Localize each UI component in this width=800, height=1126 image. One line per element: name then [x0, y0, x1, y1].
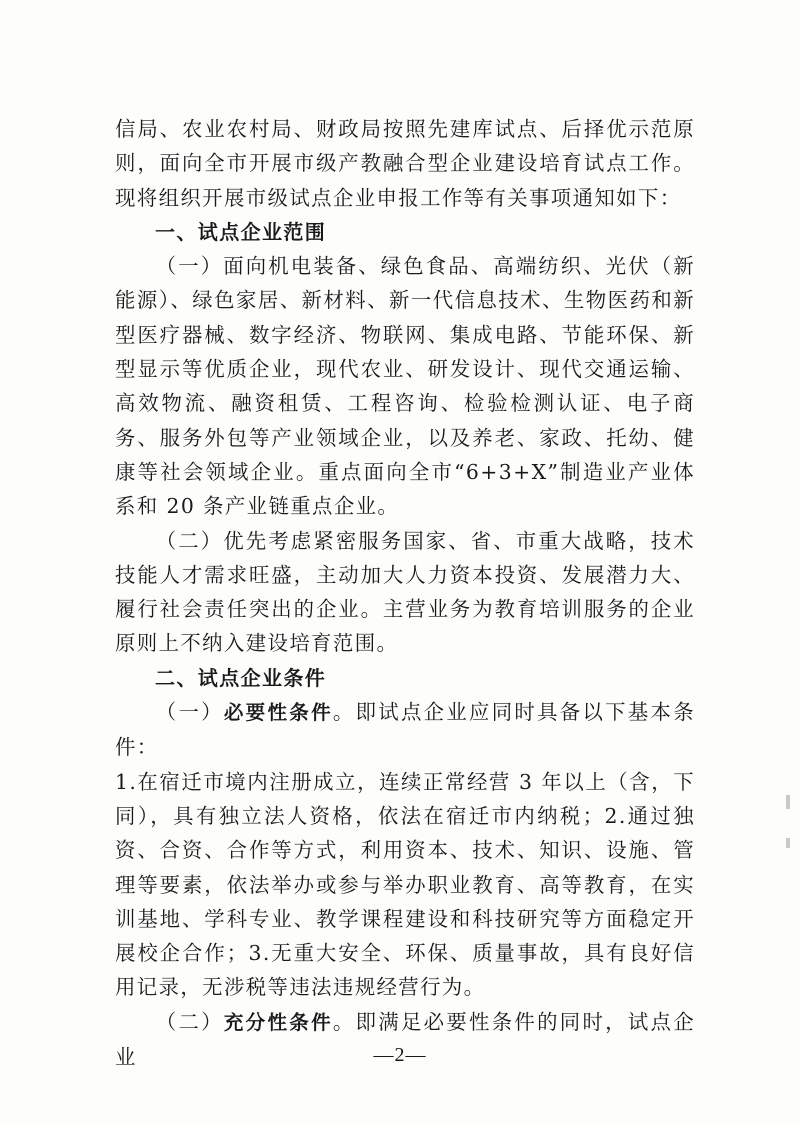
paragraph-scope-1: （一）面向机电装备、绿色食品、高端纺织、光伏（新能源）、绿色家居、新材料、新一代信息技术、生物医药和新型医疗器械、数字经济、物联网、集成电路、节能环保、新型显示等优质企业，现代农业、研发设计、现代交通运输、高效物流、融资租赁、工程咨询、检验检测认证、电子商务、服务外包等产业领域企业，以及养老、家政、托幼、健康等社会领域企业。重点面向全市“6+3+X”制造业产业体系和 20 条产业链重点企业。 [115, 254, 695, 519]
item-number: （一） [155, 700, 224, 725]
keyword-sufficient: 充分性条件 [223, 1010, 333, 1034]
paragraph-scope-2: （二）优先考虑紧密服务国家、省、市重大战略，技术技能人才需求旺盛，主动加大人力资本投资、发展潜力大、履行社会责任突出的企业。主营业务为教育培训服务的企业原则上不纳入建设培育范围。 [115, 528, 695, 656]
paragraph-necessary-conditions [115, 695, 695, 765]
document-body [115, 112, 695, 1074]
paragraph-text: 。即试点企业应同时具备以下基本条件： [115, 700, 695, 760]
paragraph-intro: 信局、农业农村局、财政局按照先建库试点、后择优示范原则，面向全市开展市级产教融合型企业建设培育试点工作。现将组织开展市级试点企业申报工作等有关事项通知如下： [115, 117, 695, 210]
page-number: —2— [373, 1044, 427, 1066]
scan-edge-mark [786, 795, 790, 809]
item-number: （二） [155, 1009, 224, 1034]
paragraph-necessary-list: 1.在宿迁市境内注册成立，连续正常经营 3 年以上（含，下同），具有独立法人资格，依法在宿迁市内纳税；2.通过独资、合资、合作等方式，利用资本、技术、知识、设施、管理等要素，依法举办或参与举办职业教育、高等教育，在实训基地、学科专业、教学课程建设和科技研究等方面稳定开展校企合作；3.无重大安全、环保、质量事故，具有良好信用记录，无涉税等违法违规经营行为。 [115, 769, 695, 1000]
paragraph-text: 。即满足必要性条件的同时，试点企业 [115, 1009, 695, 1070]
scan-edge-mark [786, 838, 790, 848]
section-heading-2: 二、试点企业条件 [155, 665, 327, 690]
keyword-necessary: 必要性条件 [223, 701, 333, 725]
section-heading-1: 一、试点企业范围 [155, 219, 327, 244]
